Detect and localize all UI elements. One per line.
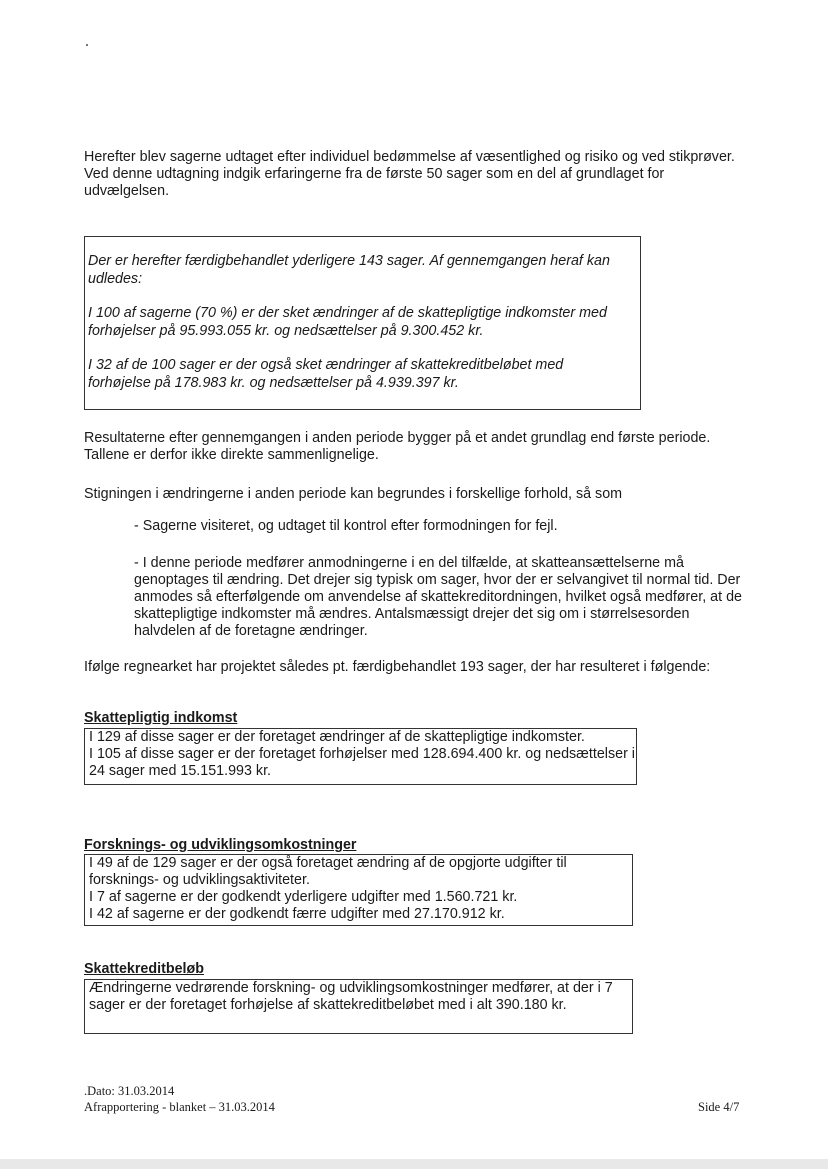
intro-text-1: Herefter blev sagerne udtaget efter individuel bedømmelse af væsentlighed og risiko og ved stikprøver. [84, 149, 735, 165]
footer-page-number: Side 4/7 [698, 1100, 740, 1114]
section-line: I 7 af sagerne er der godkendt yderligere udgifter med 1.560.721 kr. [89, 889, 518, 905]
section-heading-skattepligtig: Skattepligtig indkomst [84, 710, 238, 726]
bullet-item: - I denne periode medfører anmodningerne i en del tilfælde, at skatteansættelserne må genoptages til ændring. Det drejer sig typisk om sager, hvor der er selvangivet til normal tid. Der anmodes så efterfølgende om anvendelse af skattekreditordningen, hvilket også medfører, at de skattepligtige indkomster må ændres. Antalsmæssigt drejer det sig om i størrelsesorden halvdelen af de foretagne ændringer. [134, 555, 742, 639]
italic-box-text-3: I 32 af de 100 sager er der også sket ændringer af skattekreditbeløbet med forhøjelse på 178.983 kr. og nedsættelser på 4.939.397 kr. [88, 357, 564, 391]
bullet-item: - Sagerne visiteret, og udtaget til kontrol efter formodningen for fejl. [134, 518, 558, 534]
section-heading-skattekredit: Skattekreditbeløb [84, 961, 204, 977]
scan-bottom-edge [0, 1159, 828, 1169]
stigning-paragraph: Stigningen i ændringerne i anden periode kan begrundes i forskellige forhold, så som [84, 486, 623, 502]
intro-paragraph [84, 149, 744, 200]
section-box-skattekredit [84, 979, 633, 1034]
results-paragraph [84, 430, 784, 464]
footer-date: .Dato: 31.03.2014 [84, 1084, 175, 1098]
section-line: Ændringerne vedrørende forskning- og udviklingsomkostninger medfører, at der i 7 sager er der foretaget forhøjelse af skattekreditbeløbet med i alt 390.180 kr. [89, 980, 613, 1013]
section-line: I 105 af disse sager er der foretaget forhøjelser med 128.694.400 kr. og nedsættelser i 24 sager med 15.151.993 kr. [89, 746, 635, 779]
results-line-1: Resultaterne efter gennemgangen i anden periode bygger på et andet grundlag end første periode. [84, 430, 711, 446]
italic-box-text-1: Der er herefter færdigbehandlet yderligere 143 sager. Af gennemgangen heraf kan udledes: [88, 253, 610, 287]
intro-text-2: Ved denne udtagning indgik erfaringerne fra de første 50 sager som en del af grundlaget for udvælgelsen. [84, 166, 665, 199]
section-heading-forskning: Forsknings- og udviklingsomkostninger [84, 837, 357, 853]
italic-box-text-2: I 100 af sagerne (70 %) er der sket ændringer af de skattepligtige indkomster med forhøjelser på 95.993.055 kr. og nedsættelser på 9.300.452 kr. [88, 305, 607, 339]
italic-summary-box [84, 236, 641, 410]
section-box-skattepligtig [84, 728, 637, 785]
ifolge-paragraph: Ifølge regnearket har projektet således pt. færdigbehandlet 193 sager, der har resulteret i følgende: [84, 659, 711, 675]
footer-document-name: Afrapportering - blanket – 31.03.2014 [84, 1100, 275, 1114]
scan-speck [86, 44, 88, 46]
section-line: I 42 af sagerne er der godkendt færre udgifter med 27.170.912 kr. [89, 906, 505, 922]
section-line: I 49 af de 129 sager er der også foretaget ændring af de opgjorte udgifter til forsknings- og udviklingsaktiviteter. [89, 855, 567, 888]
section-line: I 129 af disse sager er der foretaget ændringer af de skattepligtige indkomster. [89, 729, 585, 745]
section-box-forskning [84, 854, 633, 926]
results-line-2: Tallene er derfor ikke direkte sammenlignelige. [84, 447, 379, 463]
